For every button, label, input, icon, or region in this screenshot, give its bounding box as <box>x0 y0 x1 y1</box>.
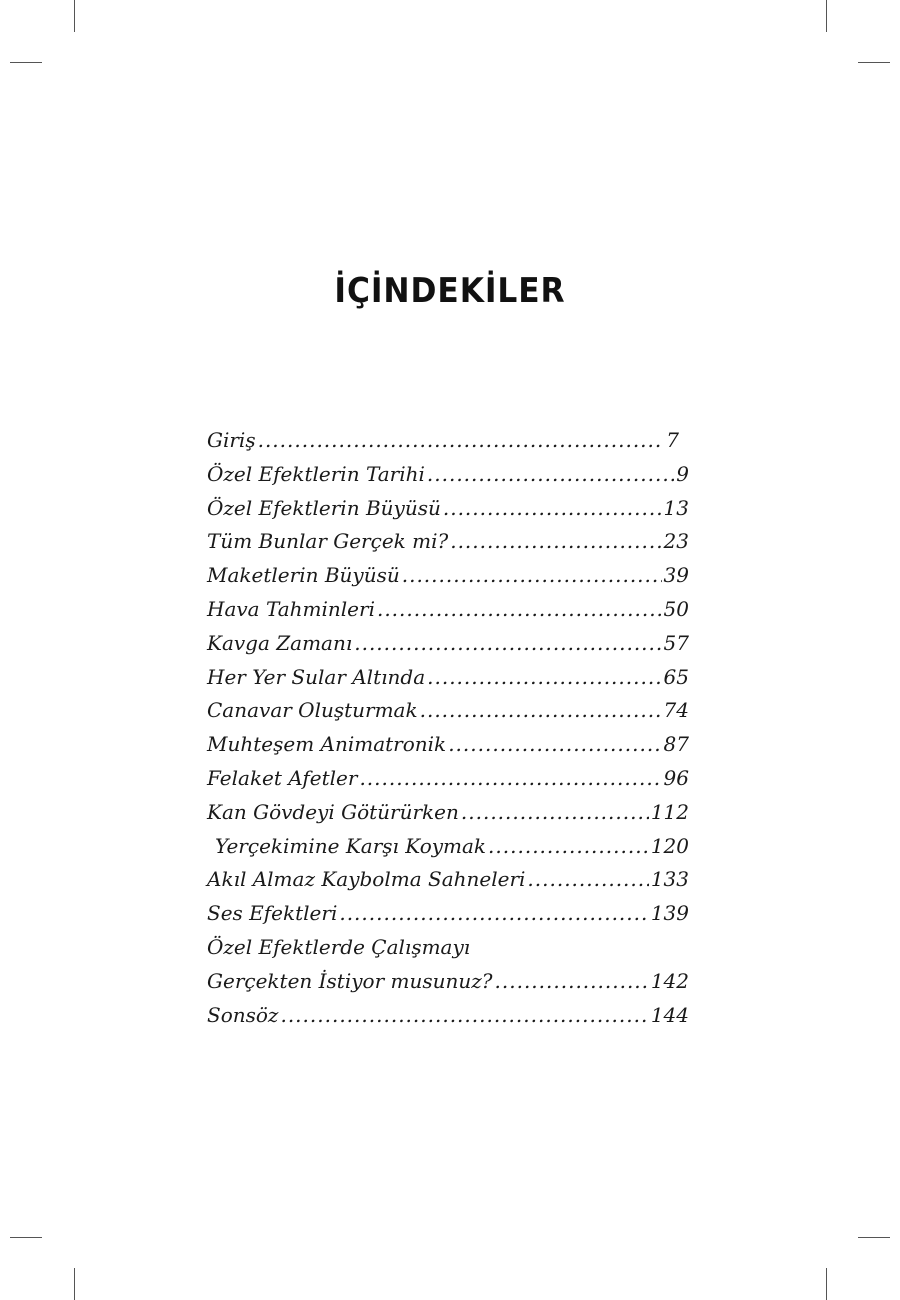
toc-leader <box>495 969 649 993</box>
toc-entry-title: Kan Gövdeyi Götürürken <box>207 799 459 824</box>
toc-entry <box>207 867 689 901</box>
toc-entry <box>207 428 689 462</box>
crop-mark-left-top <box>10 62 42 63</box>
toc-leader <box>402 563 662 587</box>
toc-entry <box>207 901 689 935</box>
toc-entry-title: Hava Tahminleri <box>207 596 375 621</box>
toc-leader <box>354 631 661 655</box>
toc-entry <box>207 698 689 732</box>
toc-leader <box>377 597 662 621</box>
toc-entry-title: Özel Efektlerin Tarihi <box>207 461 425 486</box>
toc-entry-title: Gerçekten İstiyor musunuz? <box>207 968 493 993</box>
toc-entry <box>207 496 689 530</box>
toc-entry-title: Canavar Oluşturmak <box>207 698 418 723</box>
toc-entry-page: 112 <box>650 799 689 824</box>
toc-entry <box>207 665 689 699</box>
crop-mark-left-bottom <box>10 1237 42 1238</box>
toc-entry-page: 142 <box>650 968 689 993</box>
toc-entry-title: Yerçekimine Karşı Koymak <box>215 833 487 858</box>
toc-entry <box>207 834 689 868</box>
toc-entry-title: Özel Efektlerin Büyüsü <box>207 495 441 520</box>
toc-entry-page: 57 <box>663 630 689 655</box>
toc-leader <box>488 834 649 858</box>
toc-entry-title: Ses Efektleri <box>207 901 338 926</box>
toc-entry-title: Giriş <box>207 428 256 452</box>
toc-entry-page: 13 <box>663 495 689 520</box>
crop-mark-top-right <box>826 0 827 32</box>
toc-leader <box>280 1003 648 1027</box>
toc-entry <box>207 597 689 631</box>
toc-entry <box>207 969 689 1003</box>
toc-entry <box>207 631 689 665</box>
toc-entry-title: Özel Efektlerde Çalışmayı <box>207 934 471 959</box>
toc-entry <box>207 800 689 834</box>
toc-entry-page: 50 <box>663 596 689 621</box>
toc-entry-title: Kavga Zamanı <box>207 630 353 655</box>
toc-entry-title: Akıl Almaz Kaybolma Sahneleri <box>207 867 526 892</box>
toc-entry-page: 39 <box>663 563 689 588</box>
toc-leader <box>420 698 662 722</box>
toc-entry-page: 139 <box>650 901 689 926</box>
toc-entry-title: Felaket Afetler <box>207 765 358 790</box>
toc-entry <box>207 732 689 766</box>
toc-entry-page: 133 <box>650 867 689 892</box>
toc-leader <box>448 732 661 756</box>
crop-mark-bottom-left <box>74 1268 75 1300</box>
crop-mark-right-top <box>858 62 890 63</box>
toc-entry-page: 74 <box>663 698 689 723</box>
crop-mark-bottom-right <box>826 1268 827 1300</box>
toc-entry <box>207 935 689 969</box>
toc-entry <box>207 1003 689 1037</box>
toc-leader <box>359 766 661 790</box>
toc-entry-title: Tüm Bunlar Gerçek mi? <box>207 529 449 554</box>
toc-entry-page: 96 <box>663 765 689 790</box>
table-of-contents <box>207 428 689 1036</box>
crop-mark-top-left <box>74 0 75 32</box>
toc-entry-title: Sonsöz <box>207 1002 279 1027</box>
toc-entry-title: Muhteşem Animatronik <box>207 732 447 757</box>
toc-leader <box>427 665 661 689</box>
toc-entry <box>207 563 689 597</box>
toc-leader <box>461 800 649 824</box>
toc-entry-page: 144 <box>650 1002 689 1027</box>
toc-entry <box>207 766 689 800</box>
toc-leader <box>258 428 665 452</box>
toc-leader <box>443 496 662 520</box>
crop-mark-right-bottom <box>858 1237 890 1238</box>
toc-entry-page: 7 <box>666 428 679 452</box>
toc-entry-page: 87 <box>663 732 689 757</box>
toc-entry <box>207 462 689 496</box>
toc-entry-title: Maketlerin Büyüsü <box>207 563 400 588</box>
toc-leader <box>450 529 661 553</box>
page-title: İÇİNDEKİLER <box>334 270 566 311</box>
toc-leader <box>339 901 648 925</box>
toc-leader <box>527 867 648 891</box>
toc-entry-page: 120 <box>650 833 689 858</box>
toc-entry-title: Her Yer Sular Altında <box>207 664 426 689</box>
toc-leader <box>427 462 674 486</box>
toc-entry-page: 23 <box>663 529 689 554</box>
toc-entry-page: 9 <box>676 461 689 486</box>
toc-entry <box>207 529 689 563</box>
toc-entry-page: 65 <box>663 664 689 689</box>
